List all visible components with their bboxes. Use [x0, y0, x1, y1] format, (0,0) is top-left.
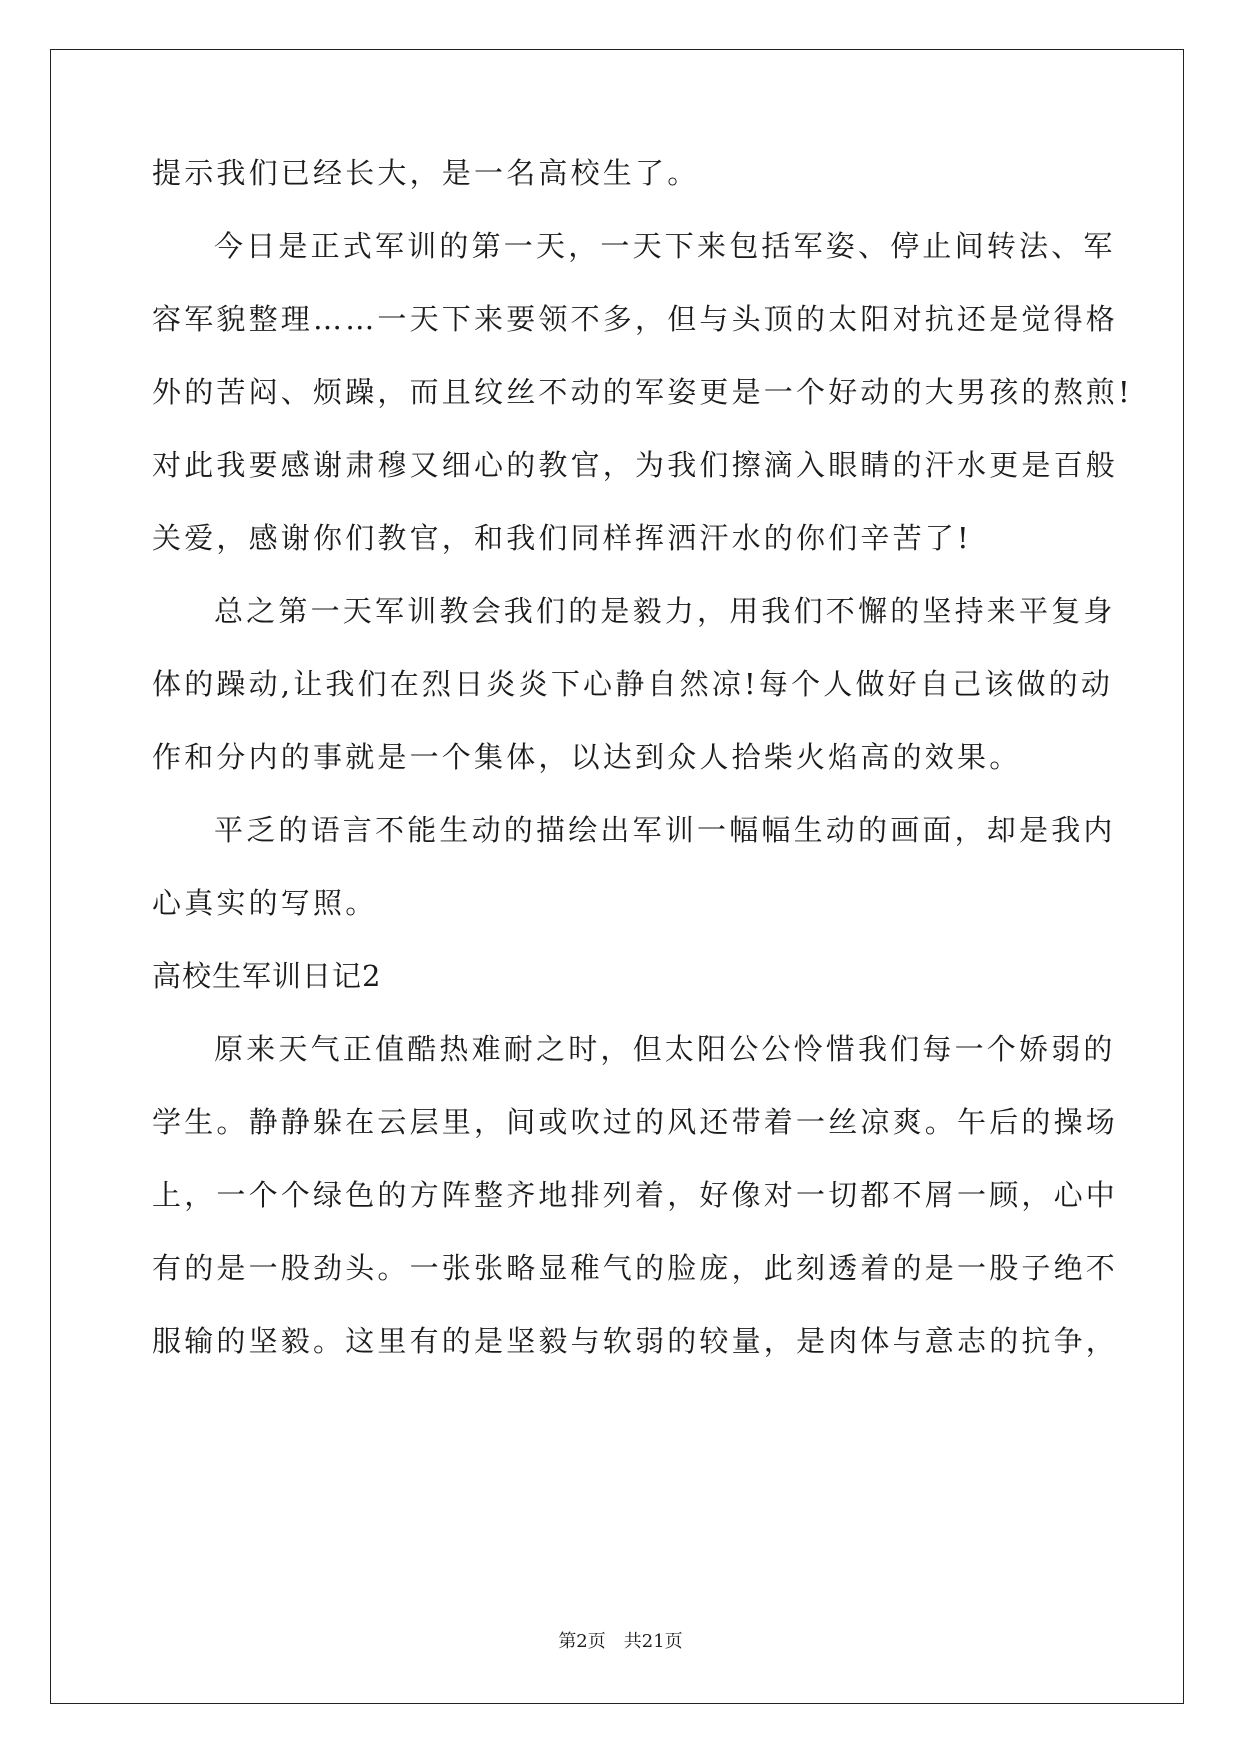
section-heading: 高校生军训日记2: [152, 959, 382, 993]
body-text-line: 有的是一股劲头。一张张略显稚气的脸庞，此刻透着的是一股子绝不: [152, 1251, 1119, 1285]
body-text-line: 学生。静静躲在云层里，间或吹过的风还带着一丝凉爽。午后的操场: [152, 1105, 1119, 1139]
body-text-line: 总之第一天军训教会我们的是毅力，用我们不懈的坚持来平复身: [214, 594, 1116, 628]
body-text-line: 作和分内的事就是一个集体，以达到众人拾柴火焰高的效果。: [152, 740, 1022, 774]
page-border: [50, 49, 1184, 1704]
body-text-line: 外的苦闷、烦躁，而且纹丝不动的军姿更是一个好动的大男孩的熬煎!: [152, 375, 1133, 409]
body-text-line: 平乏的语言不能生动的描绘出军训一幅幅生动的画面，却是我内: [214, 813, 1116, 847]
page-total: 共21页: [623, 1631, 683, 1652]
body-text-line: 今日是正式军训的第一天，一天下来包括军姿、停止间转法、军: [214, 229, 1116, 263]
body-text-line: 心真实的写照。: [152, 886, 378, 920]
body-text-line: 关爱，感谢你们教官，和我们同样挥洒汗水的你们辛苦了!: [152, 521, 972, 555]
body-text-line: 体的躁动,让我们在烈日炎炎下心静自然凉!每个人做好自己该做的动: [152, 667, 1114, 701]
body-text-line: 上，一个个绿色的方阵整齐地排列着，好像对一切都不屑一顾，心中: [152, 1178, 1119, 1212]
body-text-line: 服输的坚毅。这里有的是坚毅与软弱的较量，是肉体与意志的抗争，: [152, 1324, 1119, 1358]
body-text-line: 提示我们已经长大，是一名高校生了。: [152, 156, 700, 190]
page-footer: [0, 1630, 1241, 1654]
page-number: 第2页: [558, 1631, 606, 1652]
body-text-line: 原来天气正值酷热难耐之时，但太阳公公怜惜我们每一个娇弱的: [214, 1032, 1116, 1066]
body-text-line: 容军貌整理……一天下来要领不多，但与头顶的太阳对抗还是觉得格: [152, 302, 1119, 336]
body-text-line: 对此我要感谢肃穆又细心的教官，为我们擦滴入眼睛的汗水更是百般: [152, 448, 1119, 482]
